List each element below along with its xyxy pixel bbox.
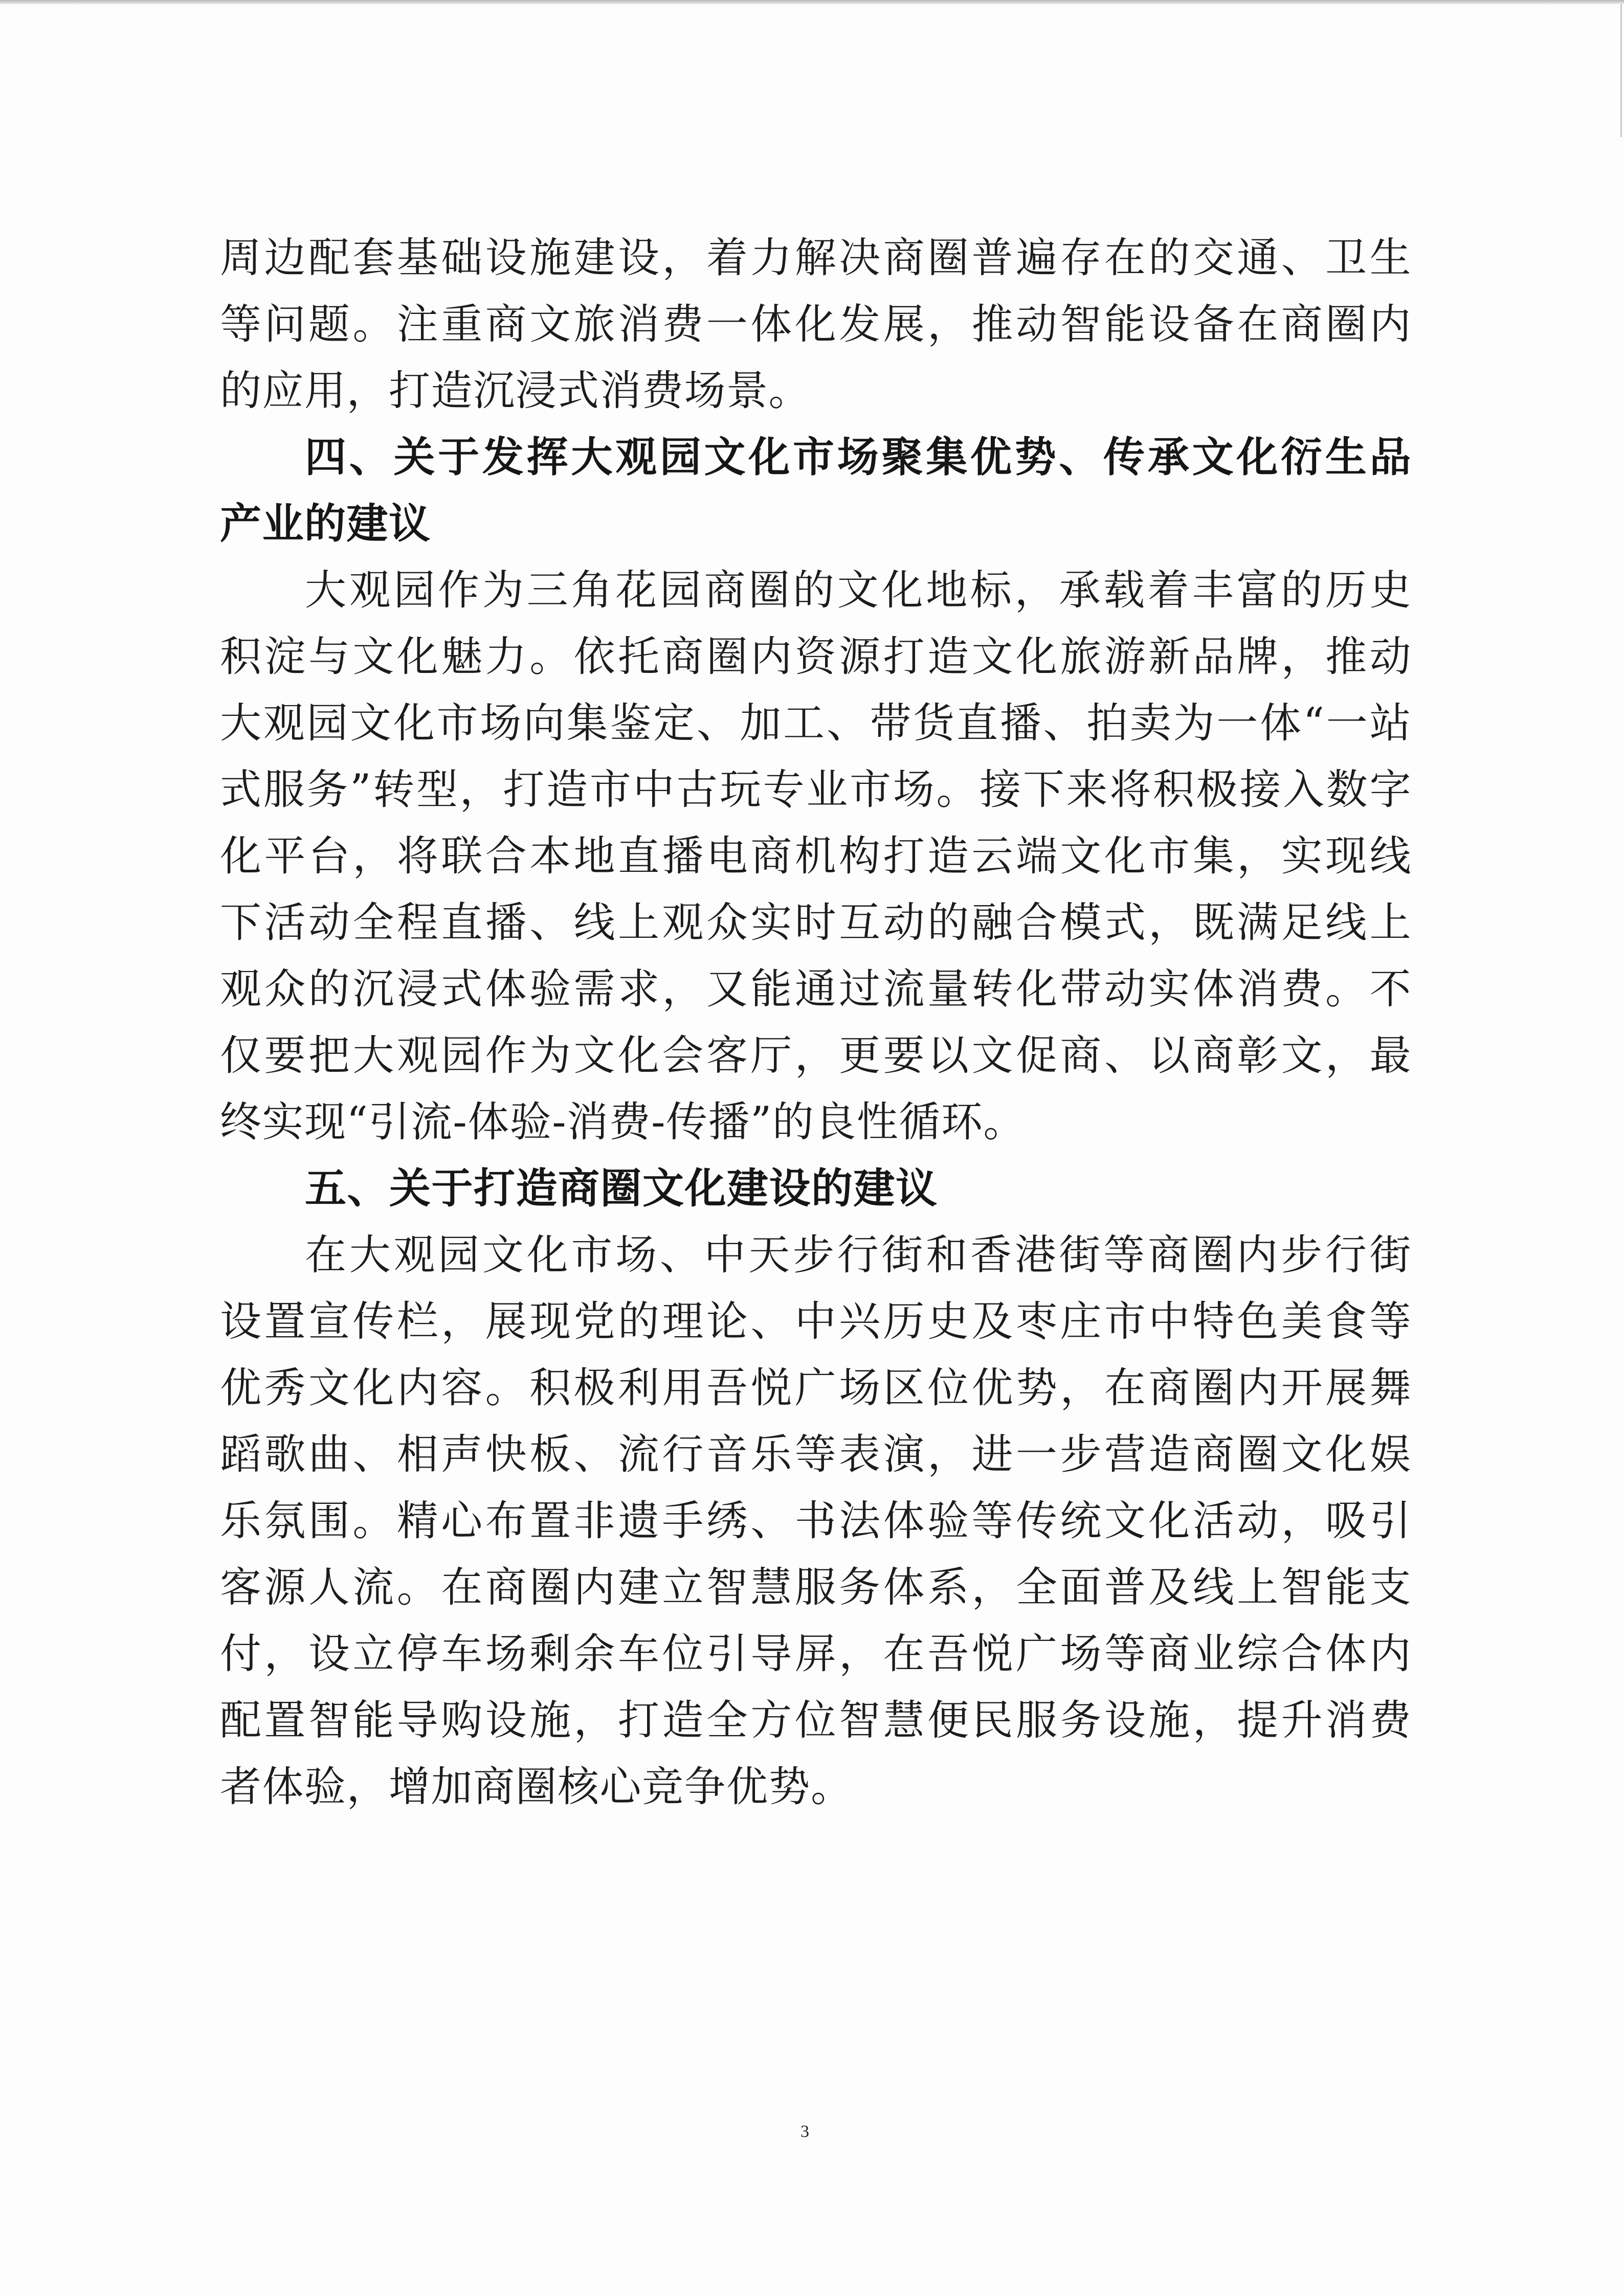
scan-right-edge	[1620, 4, 1622, 137]
text-line: 优秀文化内容。积极利用吾悦广场区位优势，在商圈内开展舞	[220, 1364, 1412, 1412]
section-four	[220, 424, 1412, 1156]
text-line: 下活动全程直播、线上观众实时互动的融合模式，既满足线上	[220, 899, 1412, 947]
scan-top-edge	[0, 0, 1624, 5]
text-line: 式服务”转型，打造市中古玩专业市场。接下来将积极接入数字	[220, 766, 1412, 814]
text-line: 蹈歌曲、相声快板、流行音乐等表演，进一步营造商圈文化娱	[220, 1431, 1412, 1479]
text-line: 大观园文化市场向集鉴定、加工、带货直播、拍卖为一体“一站	[220, 700, 1412, 748]
section-five-heading: 五、关于打造商圈文化建设的建议	[305, 1165, 938, 1213]
section-four-heading: 四、关于发挥大观园文化市场聚集优势、传承文化衍生品	[305, 434, 1412, 482]
text-line: 配置智能导购设施，打造全方位智慧便民服务设施，提升消费	[220, 1697, 1412, 1745]
text-line: 观众的沉浸式体验需求，又能通过流量转化带动实体消费。不	[220, 965, 1412, 1014]
text-line: 化平台，将联合本地直播电商机构打造云端文化市集，实现线	[220, 832, 1412, 881]
text-line: 积淀与文化魅力。依托商圈内资源打造文化旅游新品牌，推动	[220, 633, 1412, 681]
document-page	[220, 225, 1412, 1820]
text-line: 周边配套基础设施建设，着力解决商圈普遍存在的交通、卫生	[220, 234, 1412, 282]
text-line: 者体验，增加商圈核心竞争优势。	[220, 1763, 853, 1811]
section-five	[220, 1156, 1412, 1820]
text-line: 客源人流。在商圈内建立智慧服务体系，全面普及线上智能支	[220, 1564, 1412, 1612]
text-line: 等问题。注重商文旅消费一体化发展，推动智能设备在商圈内	[220, 301, 1412, 349]
text-line: 大观园作为三角花园商圈的文化地标，承载着丰富的历史	[305, 567, 1412, 615]
page-number: 3	[800, 2122, 809, 2141]
text-line: 在大观园文化市场、中天步行街和香港街等商圈内步行街	[305, 1231, 1412, 1279]
paragraph-continuation	[220, 225, 1412, 424]
text-line: 付，设立停车场剩余车位引导屏，在吾悦广场等商业综合体内	[220, 1630, 1412, 1678]
text-line: 设置宣传栏，展现党的理论、中兴历史及枣庄市中特色美食等	[220, 1298, 1412, 1346]
text-line: 的应用，打造沉浸式消费场景。	[220, 367, 811, 415]
text-line: 终实现“引流-体验-消费-传播”的良性循环。	[220, 1098, 1026, 1146]
section-four-heading-cont: 产业的建议	[220, 500, 431, 548]
text-line: 仅要把大观园作为文化会客厅，更要以文促商、以商彰文，最	[220, 1032, 1412, 1080]
text-line: 乐氛围。精心布置非遗手绣、书法体验等传统文化活动，吸引	[220, 1497, 1412, 1545]
